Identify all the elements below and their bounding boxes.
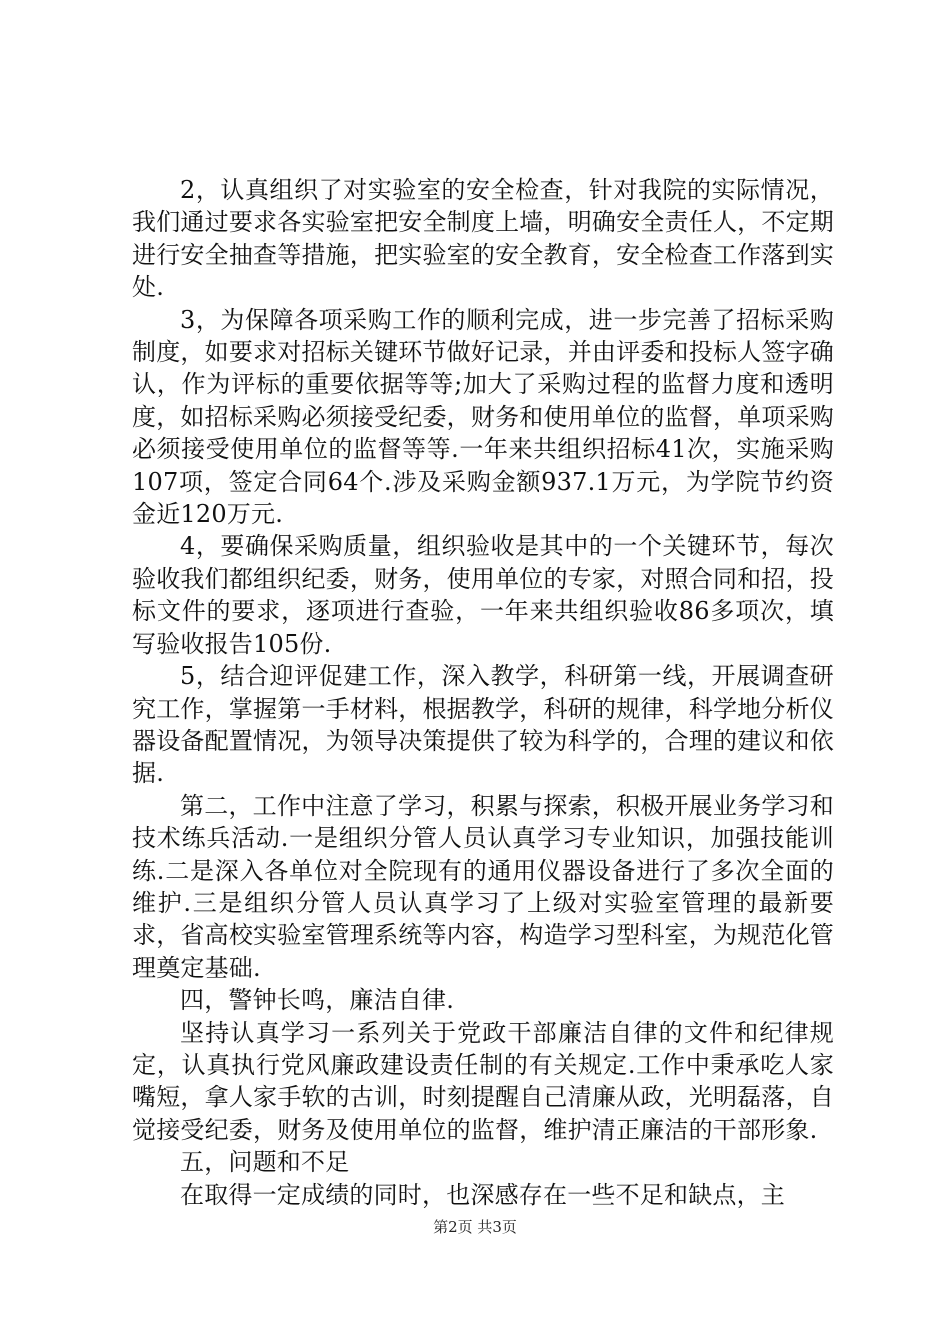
paragraph-integrity-discipline: 坚持认真学习一系列关于党政干部廉洁自律的文件和纪律规定，认真执行党风廉政建设责任制的有关规定.工作中秉承吃人家嘴短，拿人家手软的古训，时刻提醒自己清廉从政，光明磊落，自觉接受纪委，财务及使用单位的监督，维护清正廉洁的干部形象. [132,1018,834,1144]
page-number-footer: 第2页 共3页 [433,1218,517,1236]
paragraph-learning-training: 第二，工作中注意了学习，积累与探索，积极开展业务学习和技术练兵活动.一是组织分管人员认真学习专业知识，加强技能训练.二是深入各单位对全院现有的通用仪器设备进行了多次全面的维护.三是组织分管人员认真学习了上级对实验室管理的最新要求，省高校实验室管理系统等内容，构造学习型科室，为规范化管理奠定基础. [132,791,834,982]
document-body [132,174,834,1211]
paragraph-acceptance-inspection: 4，要确保采购质量，组织验收是其中的一个关键环节，每次验收我们都组织纪委，财务，使用单位的专家，对照合同和招，投标文件的要求，逐项进行查验，一年来共组织验收86多项次，填写验收报告105份. [132,532,834,658]
paragraph-shortcomings: 在取得一定成绩的同时，也深感存在一些不足和缺点，主 [180,1180,785,1209]
paragraph-lab-safety-check: 2，认真组织了对实验室的安全检查，针对我院的实际情况，我们通过要求各实验室把安全制度上墙，明确安全责任人，不定期进行安全抽查等措施，把实验室的安全教育，安全检查工作落到实处. [132,176,834,302]
paragraph-procurement-system: 3，为保障各项采购工作的顺利完成，进一步完善了招标采购制度，如要求对招标关键环节做好记录，并由评委和投标人签字确认，作为评标的重要依据等等;加大了采购过程的监督力度和透明度，如招标采购必须接受纪委，财务和使用单位的监督，单项采购必须接受使用单位的监督等等.一年来共组织招标41次，实施采购107项，签定合同64个.涉及采购金额937.1万元，为学院节约资金近120万元. [132,305,834,529]
section-heading-integrity: 四，警钟长鸣，廉洁自律. [180,986,455,1015]
section-heading-problems: 五，问题和不足 [180,1148,350,1177]
paragraph-research-investigation: 5，结合迎评促建工作，深入教学，科研第一线，开展调查研究工作，掌握第一手材料，根据教学，科研的规律，科学地分析仪器设备配置情况，为领导决策提供了较为科学的，合理的建议和依据. [132,662,834,788]
